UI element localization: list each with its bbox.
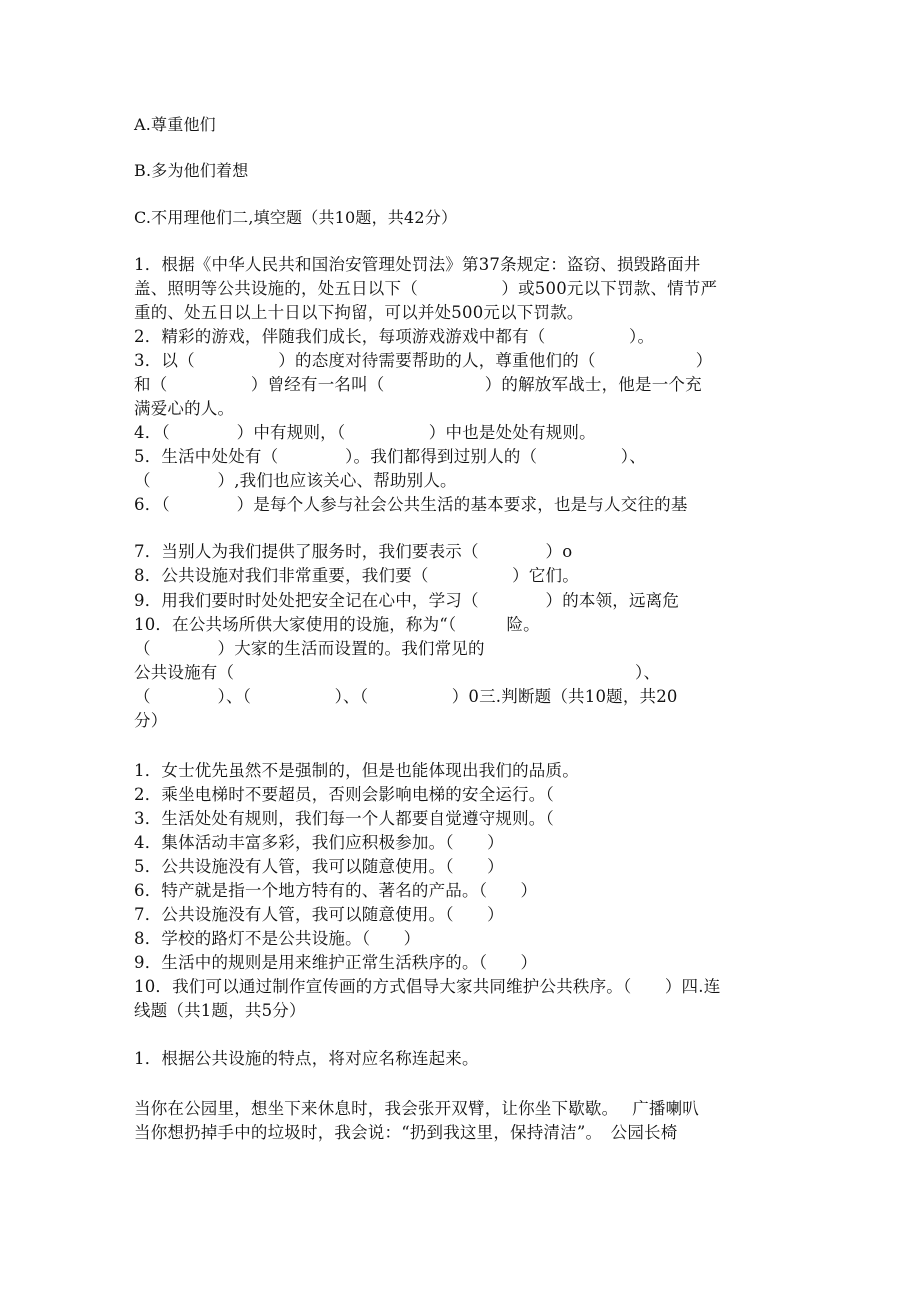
fill-q10-line1: 10．在公共场所供大家使用的设施，称为“（ 险。 [134,615,540,634]
match-row-1: 当你在公园里，想坐下来休息时，我会张开双臂，让你坐下歇歇。 广播喇叭 [134,1099,699,1118]
fill-q10-line4-section-heading: （ ）、（ ）、（ ）0三.判断题（共10题，共20 [134,687,678,706]
fill-q3-line3: 满爱心的人。 [134,399,235,418]
judge-q8: 8．学校的路灯不是公共设施。（ ） [134,929,421,948]
fill-q8: 8．公共设施对我们非常重要，我们要（ ）它们。 [134,566,579,585]
fill-q10-line2: （ ）大家的生活而设置的。我们常见的 [134,639,485,658]
match-row-2: 当你想扔掉手中的垃圾时，我会说：“扔到我这里，保持清洁”。 公园长椅 [134,1123,678,1142]
judge-q9: 9．生活中的规则是用来维护正常生活秩序的。（ ） [134,953,538,972]
judge-q3: 3．生活处处有规则，我们每一个人都要自觉遵守规则。（ [134,809,554,828]
fill-q3-line2: 和（ ）曾经有一名叫（ ）的解放军战士，他是一个充 [134,375,702,394]
option-a: A.尊重他们 [134,115,216,134]
judge-q6: 6．特产就是指一个地方特有的、著名的产品。（ ） [134,881,538,900]
fill-q1-line2: 盖、照明等公共设施的，处五日以下（ ）或500元以下罚款、情节严 [134,279,718,298]
fill-q4: 4．（ ）中有规则，（ ）中也是处处有规则。 [134,423,596,442]
judge-q7: 7．公共设施没有人管，我可以随意使用。（ ） [134,905,504,924]
fill-q1-line3: 重的、处五日以上十日以下拘留，可以并处500元以下罚款。 [134,303,584,322]
fill-q9: 9．用我们要时时处处把安全记在心中，学习（ ）的本领，远离危 [134,591,680,610]
fill-q7: 7．当别人为我们提供了服务时，我们要表示（ ）o [134,542,573,561]
fill-q2: 2．精彩的游戏，伴随我们成长，每项游戏游戏中都有（ ）。 [134,327,655,346]
judge-q1: 1．女士优先虽然不是强制的，但是也能体现出我们的品质。 [134,761,579,780]
fill-q1-line1: 1．根据《中华人民共和国治安管理处罚法》第37条规定：盗窃、损毁路面井 [134,255,701,274]
option-b: B.多为他们着想 [134,161,249,180]
fill-q3-line1: 3．以（ ）的态度对待需要帮助的人，尊重他们的（ ） [134,351,713,370]
judge-q5: 5．公共设施没有人管，我可以随意使用。（ ） [134,857,504,876]
judge-q2: 2．乘坐电梯时不要超员，否则会影响电梯的安全运行。（ [134,785,554,804]
judge-q4: 4．集体活动丰富多彩，我们应积极参加。（ ） [134,833,504,852]
judge-q10-line2: 线题（共1题，共5分） [134,1001,306,1020]
judge-q10-line1-section-heading: 10．我们可以通过制作宣传画的方式倡导大家共同维护公共秩序。（ ）四.连 [134,977,721,996]
fill-q10-line5: 分） [134,711,168,730]
fill-q6: 6．（ ）是每个人参与社会公共生活的基本要求，也是与人交往的基 [134,495,688,514]
fill-q5-line1: 5．生活中处处有（ ）。我们都得到过别人的（ ）、 [134,447,646,466]
fill-q10-line3: 公共设施有（ ）、 [134,663,661,682]
option-c-section-heading: C.不用理他们二,填空题（共10题，共42分） [134,208,458,227]
fill-q5-line2: （ ）,我们也应该关心、帮助别人。 [134,471,457,490]
match-q1: 1．根据公共设施的特点，将对应名称连起来。 [134,1049,479,1068]
